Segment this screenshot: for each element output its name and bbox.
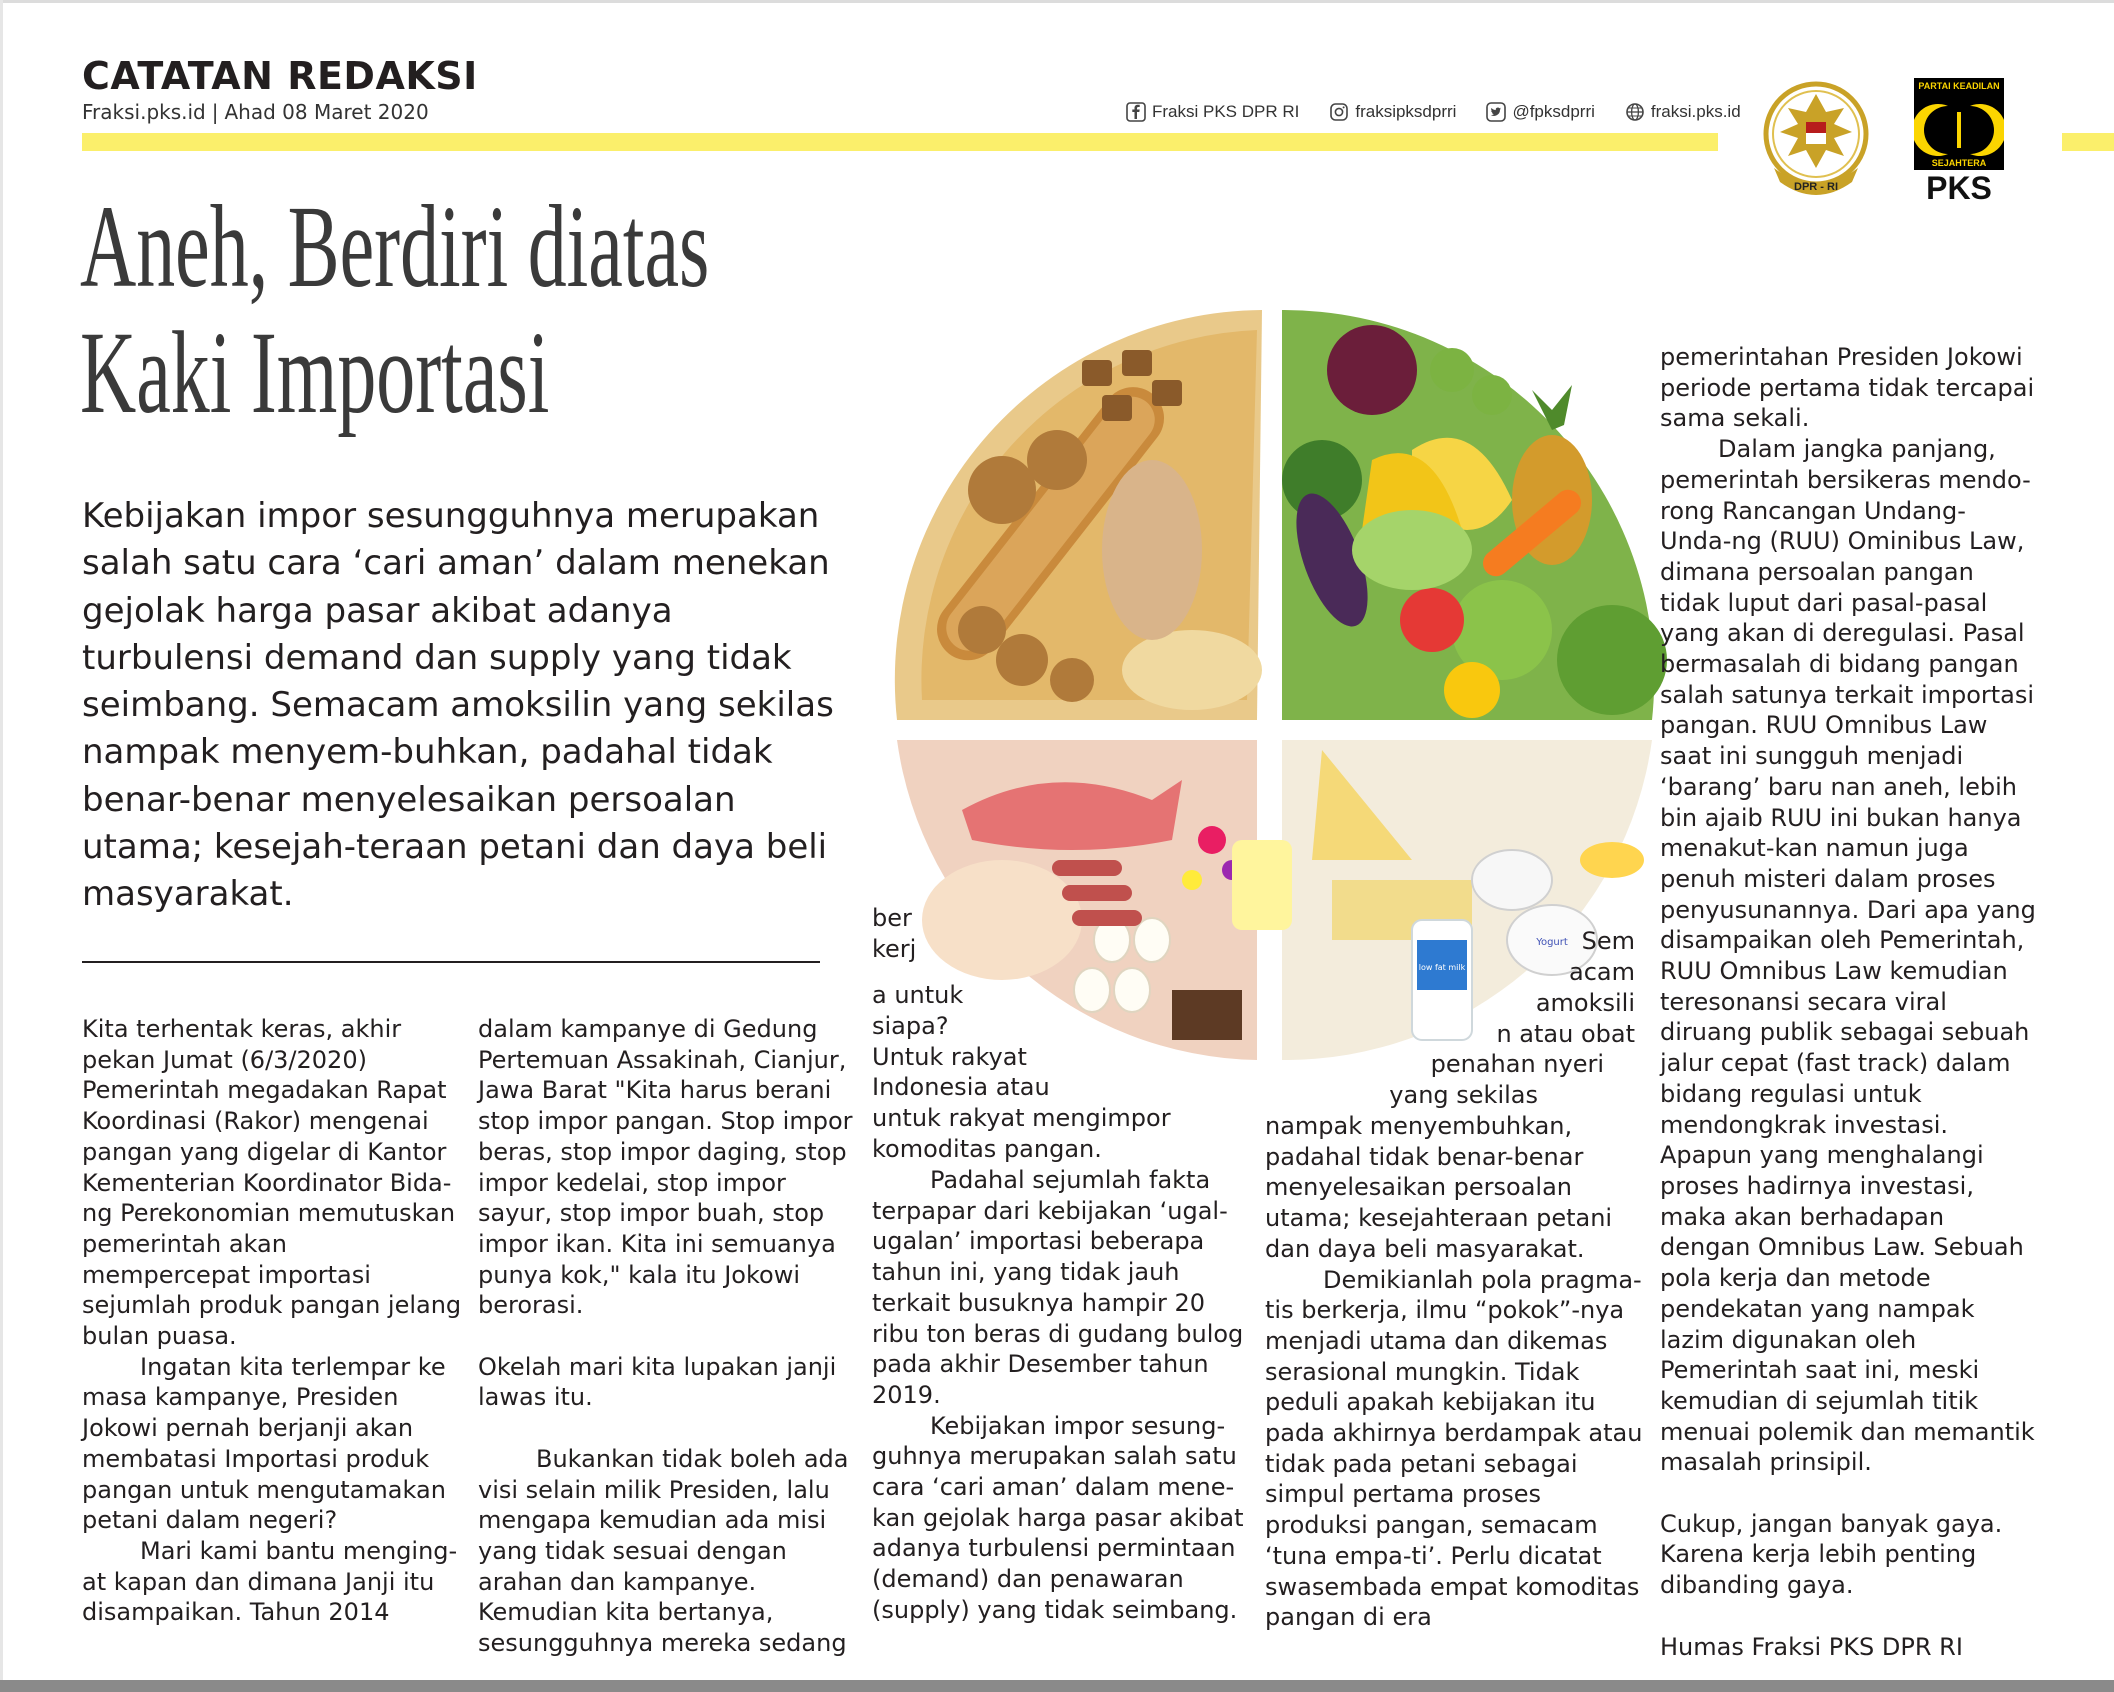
dpr-logo-text: DPR - RI <box>1794 181 1838 193</box>
top-border <box>0 0 2114 3</box>
twitter-icon <box>1486 102 1506 122</box>
social-facebook[interactable] <box>1126 102 1299 122</box>
headline-line-1: Aneh, Berdiri diatas <box>80 181 710 312</box>
social-label: fraksipksdprri <box>1355 102 1457 121</box>
wrap-line: Untuk rakyat <box>872 1043 1027 1071</box>
social-label: @fpksdprri <box>1512 102 1595 121</box>
paragraph: Dalam jangka panjang, pemerintah bersikeras mendo-rong Rancangan Undang- Unda-ng (RUU) Ominibus Law, dimana persoalan pangan tidak luput dari pasal-pasal yang akan di deregulasi. Pasal bermasalah di bidang pangan salah satunya terkait importasi pangan. RUU Omnibus Law saat ini sungguh menjadi ‘barang’ baru nan aneh, lebih bin ajaib RUU ini bukan hanya menakut-kan namun juga penuh misteri dalam proses penyusunannya. Dari apa yang disampaikan oleh Pemerintah, RUU Omnibus Law kemudian teresonansi secara viral diruang publik sebagai sebuah jalur cepat (fast track) dalam bidang regulasi untuk mendongkrak investasi. Apapun yang menghalangi proses hadirnya investasi, maka akan berhadapan dengan Omnibus Law. Sebuah pola kerja dan metode pendekatan yang nampak lazim digunakan oleh Pemerintah saat ini, meski kemudian di sejumlah titik menuai polemik dan memantik masalah prinsipil. <box>1660 435 2036 1477</box>
article-column-2 <box>478 1014 858 1659</box>
wrap-line: amoksili <box>1535 989 1635 1017</box>
lead-paragraph: Kebijakan impor sesungguhnya merupakan salah satu cara ‘cari aman’ dalam menekan gejolak harga pasar akibat adanya turbulensi demand dan supply yang tidak seimbang. Semacam amoksilin yang sekilas nampak menyem-buhkan, padahal tidak benar-benar menyelesaikan persoalan utama; kesejah-teraan petani dan daya beli masyarakat. <box>82 496 834 915</box>
wrap-line: a untuk <box>872 981 964 1009</box>
wrap-line: ber <box>872 904 912 932</box>
wrap-line: Indonesia atau <box>872 1073 1050 1101</box>
paragraph-gap <box>478 1413 858 1444</box>
paragraph: pemerintahan Presiden Jokowi periode pertama tidak tercapai sama sekali. <box>1660 343 2035 433</box>
globe-icon <box>1625 102 1645 122</box>
paragraph: nampak menyembuhkan, padahal tidak benar-benar menyelesaikan persoalan utama; kesejahteraan petani dan daya beli masyarakat. <box>1265 1112 1613 1263</box>
headline-line-2: Kaki Importasi <box>80 307 550 438</box>
paragraph-gap <box>1660 1601 2040 1632</box>
author-credit: Humas Fraksi PKS DPR RI <box>1660 1632 1963 1661</box>
paragraph: Kita terhentak keras, akhir pekan Jumat (6/3/2020) Pemerintah megadakan Rapat Koordinasi (Rakor) mengenai pangan yang digelar di Kantor Kementerian Koordinator Bida-ng Perekonomian memutuskan pemerintah akan mempercepat importasi sejumlah produk pangan jelang bulan puasa. <box>82 1015 462 1351</box>
paragraph: Cukup, jangan banyak gaya. Karena kerja lebih penting dibanding gaya. <box>1660 1509 2003 1600</box>
wrap-line: penahan nyeri <box>1430 1050 1604 1078</box>
article-column-5 <box>1660 342 2040 1662</box>
article-column-4 <box>1265 1111 1645 1633</box>
social-website[interactable] <box>1625 102 1741 122</box>
paragraph: Demikianlah pola pragma-tis berkerja, ilmu “pokok”-nya menjadi utama dan dikemas serasional mungkin. Tidak peduli apakah kebijakan itu pada akhirnya berdampak atau tidak pada petani sebagai simpul pertama proses produksi pangan, semacam ‘tuna empa-ti’. Perlu dicatat swasembada empat komoditas pangan di era <box>1265 1265 1643 1632</box>
paragraph: dalam kampanye di Gedung Pertemuan Assakinah, Cianjur, Jawa Barat "Kita harus berani stop impor pangan. Stop impor beras, stop impor daging, stop impor kedelai, stop impor sayur, stop impor buah, stop impor ikan. Kita ini semuanya punya kok," kala itu Jokowi berorasi. <box>478 1015 853 1320</box>
section-title: CATATAN REDAKSI <box>82 54 478 98</box>
date-line <box>82 100 429 124</box>
wrap-line: kerj <box>872 935 917 963</box>
paragraph-gap <box>478 1321 858 1352</box>
wrap-line: acam <box>1569 958 1635 986</box>
facebook-icon <box>1126 102 1146 122</box>
pks-logo-bottom: SEJAHTERA <box>1931 158 1987 168</box>
wrap-line: siapa? <box>872 1012 949 1040</box>
social-links <box>1126 102 1741 122</box>
site-name: Fraksi.pks.id <box>82 100 206 124</box>
wrap-line: Sem <box>1581 927 1635 955</box>
pks-logo <box>1914 78 2004 206</box>
pks-logo-top: PARTAI KEADILAN <box>1914 78 2004 94</box>
headline <box>80 181 710 438</box>
date-separator: | <box>211 100 219 124</box>
paragraph: Padahal sejumlah fakta terpapar dari kebijakan ‘ugal-ugalan’ importasi beberapa tahun ini, yang tidak jauh terkait busuknya hampir 20 ribu ton beras di gudang bulog pada akhir Desember tahun 2019. <box>872 1166 1244 1409</box>
yogurt-label: Yogurt <box>1536 937 1568 948</box>
header-accent-bar-right <box>2062 133 2114 151</box>
left-border <box>0 0 3 1692</box>
header-accent-bar <box>82 133 1718 151</box>
milk-label: low fat milk <box>1418 963 1466 972</box>
pks-logo-box <box>1914 94 2004 170</box>
paragraph: Kebijakan impor sesung-guhnya merupakan salah satu cara ‘cari aman’ dalam mene-kan gejolak harga pasar akibat adanya turbulensi permintaan (demand) dan penawaran (supply) yang tidak seimbang. <box>872 1411 1244 1624</box>
article-column-1 <box>82 1014 462 1628</box>
dpr-garuda-logo <box>1760 72 1872 208</box>
instagram-icon <box>1329 102 1349 122</box>
social-label: fraksi.pks.id <box>1650 102 1741 121</box>
social-label: Fraksi PKS DPR RI <box>1152 102 1300 121</box>
wrap-line: untuk rakyat mengimpor <box>872 1104 1171 1132</box>
publish-date: Ahad 08 Maret 2020 <box>224 100 429 124</box>
divider-rule <box>82 961 820 963</box>
social-twitter[interactable] <box>1486 102 1594 122</box>
paragraph: Ingatan kita terlempar ke masa kampanye, Presiden Jokowi pernah berjanji akan membatasi Importasi produk pangan untuk mengutamakan petani dalam negeri? <box>82 1352 446 1535</box>
pks-logo-word: PKS <box>1926 170 1992 206</box>
bottom-border <box>0 1680 2114 1692</box>
article-column-3 <box>872 1165 1252 1626</box>
wrap-line: yang sekilas <box>1389 1081 1538 1109</box>
social-instagram[interactable] <box>1329 102 1456 122</box>
paragraph: Bukankan tidak boleh ada visi selain milik Presiden, lalu mengapa kemudian ada misi yang tidak sesuai dengan arahan dan kampanye. Kemudian kita bertanya, sesungguhnya mereka sedang <box>478 1444 849 1658</box>
paragraph: Mari kami bantu menging-at kapan dan dimana Janji itu disampaikan. Tahun 2014 <box>82 1536 458 1627</box>
paragraph: Okelah mari kita lupakan janji lawas itu. <box>478 1352 837 1412</box>
wrap-line: komoditas pangan. <box>872 1135 1102 1163</box>
paragraph-gap <box>1660 1478 2040 1509</box>
wrap-line: n atau obat <box>1496 1020 1635 1048</box>
